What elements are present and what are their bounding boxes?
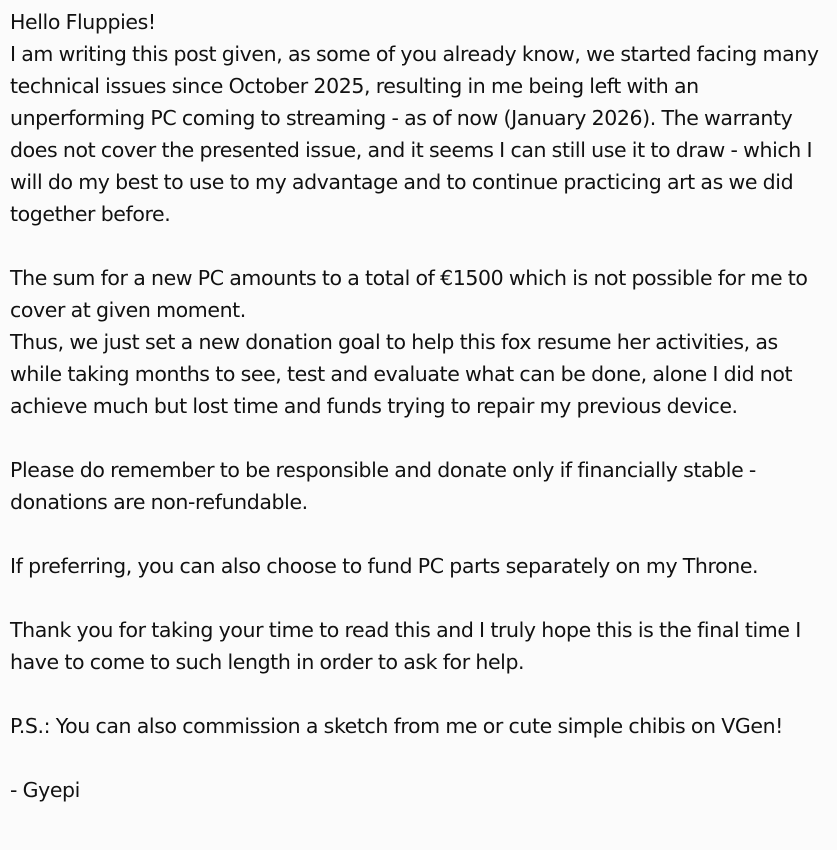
postscript-paragraph: P.S.: You can also commission a sketch from me or cute simple chibis on VGen!	[10, 714, 783, 738]
responsibility-paragraph: Please do remember to be responsible and donate only if financially stable - donations are non-refundable.	[10, 458, 756, 514]
donation-paragraph	[10, 262, 833, 422]
intro-paragraph	[10, 6, 833, 230]
thanks-paragraph: Thank you for taking your time to read this and I truly hope this is the final time I have to come to such length in order to ask for help.	[10, 618, 801, 674]
donation-goal-text: Thus, we just set a new donation goal to help this fox resume her activities, as while taking months to see, test and evaluate what can be done, alone I did not achieve much but lost time and funds trying to repair my previous device.	[10, 330, 793, 418]
pc-cost-text: The sum for a new PC amounts to a total of €1500 which is not possible for me to cover at given moment.	[10, 266, 808, 322]
greeting: Hello Fluppies!	[10, 10, 156, 34]
technical-issues-text: I am writing this post given, as some of you already know, we started facing many technical issues since October 2025, resulting in me being left with an unperforming PC coming to streaming - as of now (January 2026). The warranty does not cover the presented issue, and it seems I can still use it to draw - which I will do my best to use to my advantage and to continue practicing art as we did together before.	[10, 42, 819, 226]
throne-paragraph: If preferring, you can also choose to fund PC parts separately on my Throne.	[10, 554, 759, 578]
signature: - Gyepi	[10, 778, 80, 802]
